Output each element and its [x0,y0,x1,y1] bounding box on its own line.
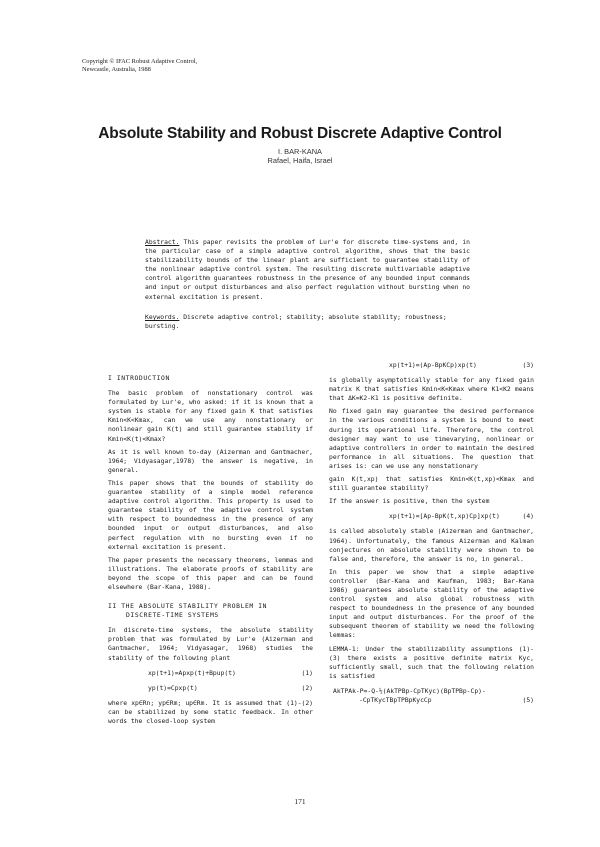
right-paragraph-3: gain K(t,xp) that satisfies Kmin<K(t,xp)<Kmax and still guarantee stability? [329,476,534,493]
equation-1-number: (1) [301,669,313,677]
right-paragraph-1: is globally asymptotically stable for any fixed gain matrix K that satisfies Kmin<K<Kmax where K1<K2 means that ΔK=K2-K1 is positive definite. [329,377,534,403]
section-2-paragraph-2: where xp∈Rn; yp∈Rm; up∈Rm. It is assumed that (1)-(2) can be stabilized by some static feedback. In other words the closed-loop system [108,699,313,725]
keywords [145,313,470,331]
equation-4-formula: xp(t+1)=[Ap-BpK(t,xp)Cp]xp(t) [389,513,500,521]
abstract-label: Abstract. [145,239,180,246]
equation-3-formula: xp(t+1)=(Ap-BpKCp)xp(t) [389,362,477,369]
abstract [145,238,470,302]
right-paragraph-4: If the answer is positive, then the system [329,498,490,506]
equation-5-line-1: AkTPAk-P=-Q-½(AkTPBp-CpTKyc)(BpTPBp-Cp)- [333,687,486,695]
right-paragraph-6: In this paper we show that a simple adaptive controller (Bar-Kana and Kaufman, 1983; Bar-Kana 1986) guarantees absolute stability of the adaptive control system and also global robustness with respect to boundedness in the presence of any bounded input and output disturbances. For the proof of the subsequent theorem of stability we need the following lemmas: [329,568,534,640]
keywords-label: Keywords. [145,314,180,321]
author-block [0,147,600,165]
intro-paragraph-2: As it is well known to-day (Aizerman and Gantmacher, 1964; Vidyasagar,1978) the answer is negative, in general. [108,448,313,474]
equation-5-line-2: -CpTKycTBpTPBpKycCp [359,697,432,704]
equation-2-formula: yp(t)=Cpxp(t) [148,684,198,692]
author-name: I. BAR-KANA [278,147,322,156]
equation-2-number: (2) [301,684,313,692]
right-paragraph-2: No fixed gain may guarantee the desired performance in the various conditions a system is bound to meet during its operational life. Therefore, the control designer may want to use timevarying, nonlinear or adaptive controllers in order to maintain the desired performance in all situations. The question that arises is: can we use any nonstationary [329,408,534,470]
keywords-text: Discrete adaptive control; stability; absolute stability; robustness; bursting. [145,314,447,331]
page-number: 171 [294,797,306,806]
copyright-notice [82,58,197,74]
lemma-1: LEMMA-1: Under the stabilizability assumptions (1)-(3) there exists a positive definite matrix Kyc, sufficiently small, such that the following relation is satisfied [329,645,534,680]
copyright-line-2: Newcastle, Australia, 1988 [82,66,151,73]
right-column [329,355,534,711]
equation-3 [329,361,534,370]
section-2-heading [108,602,313,620]
copyright-line-1: Copyright © IFAC Robust Adaptive Control, [82,58,198,65]
equation-5-number: (5) [522,697,534,704]
abstract-text: This paper revisits the problem of Lur'e for discrete time-systems and, in the particular case of a simple adaptive control algorithm, shows that the basic stabilizability bounds of the linear plant are sufficient to guarantee stability of the nonlinear adaptive control system. The resulting discrete multivariable adaptive control algorithm guarantees robustness in the presence of any bounded input commands and input or output disturbances and also perfect regulation without bursting when no external excitation is present. [145,239,470,301]
right-paragraph-5: is called absolutely stable (Aizerman and Gantmacher, 1964). Unfortunately, the famous Aizerman and Kalman conjectures on absolute stability were shown to be false and, therefore, the answer is no, in general. [329,528,534,563]
equation-1 [108,669,313,678]
equation-1-formula: xp(t+1)=Apxp(t)+Bpup(t) [148,669,236,677]
left-column [108,374,313,730]
section-2-paragraph-1: In discrete-time systems, the absolute stability problem that was formulated by Lur'e (Aizerman and Gantmacher, 1964; Vidyasagar, 1968) studies the stability of the following plant [108,627,313,662]
intro-paragraph-3: This paper shows that the bounds of stability do guarantee stability of a simple model reference adaptive control algorithm. This property is used to guarantee stability of the adaptive control system with respect to boundedness in the presence of any bounded input or output disturbances, and also perfect regulation with no bursting even if no external excitation is present. [108,479,313,551]
intro-paragraph-1: The basic problem of nonstationary control was formulated by Lur'e, who asked: if it is known that a system is stable for any fixed gain K that satisfies Kmin<K<Kmax, can we use any nonstationary or nonlinear gain K(t) and still guarantee stability if Kmin<K(t)<Kmax? [108,390,313,443]
equation-4 [329,512,534,521]
equation-3-number: (3) [522,362,534,369]
equation-5 [329,687,534,705]
author-affiliation: Rafael, Haifa, Israel [267,156,333,165]
section-2-heading-line-1: II THE ABSOLUTE STABILITY PROBLEM IN [108,603,268,611]
equation-4-number: (4) [522,513,534,521]
equation-2 [108,684,313,693]
intro-paragraph-4: The paper presents the necessary theorems, lemmas and illustrations. The elaborate proofs of stability are beyond the scope of this paper and can be found elsewhere (Bar-Kana, 1988). [108,556,313,591]
section-2-heading-line-2: DISCRETE-TIME SYSTEMS [126,612,219,620]
section-1-heading: I INTRODUCTION [108,375,170,382]
paper-title: Absolute Stability and Robust Discrete Adaptive Control [98,125,502,142]
